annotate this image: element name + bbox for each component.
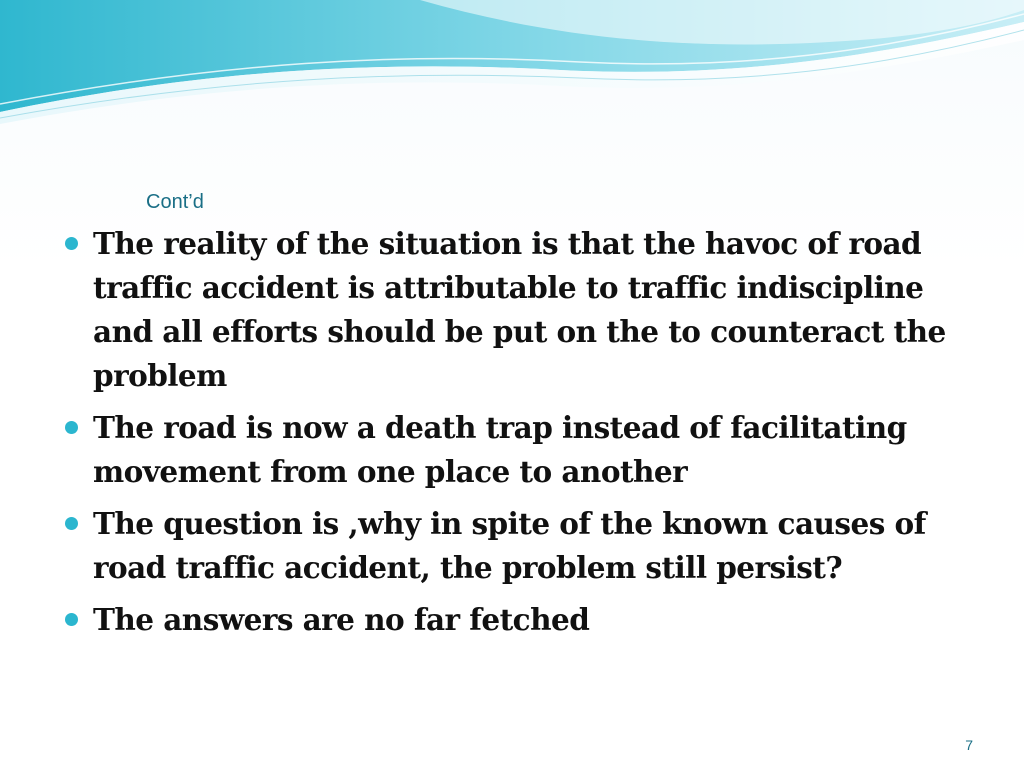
bullet-item [62, 502, 982, 590]
bullet-dot-icon [65, 237, 78, 250]
slide-title: Cont’d [146, 191, 204, 213]
bullet-item [62, 598, 982, 642]
bullet-text: The reality of the situation is that the havoc of road traffic accident is attributable to traffic indiscipline and all efforts should be put on the to counteract the problem [93, 226, 946, 393]
bullet-list [62, 222, 982, 650]
bullet-text: The answers are no far fetched [93, 602, 590, 637]
bullet-dot-icon [65, 517, 78, 530]
bullet-item [62, 406, 982, 494]
bullet-dot-icon [65, 421, 78, 434]
header-wave-decoration [0, 0, 1024, 130]
bullet-text: The road is now a death trap instead of facilitating movement from one place to another [93, 410, 907, 489]
page-number: 7 [965, 737, 973, 753]
bullet-text: The question is ,why in spite of the known causes of road traffic accident, the problem still persist? [93, 506, 926, 585]
bullet-dot-icon [65, 613, 78, 626]
bullet-item [62, 222, 982, 398]
